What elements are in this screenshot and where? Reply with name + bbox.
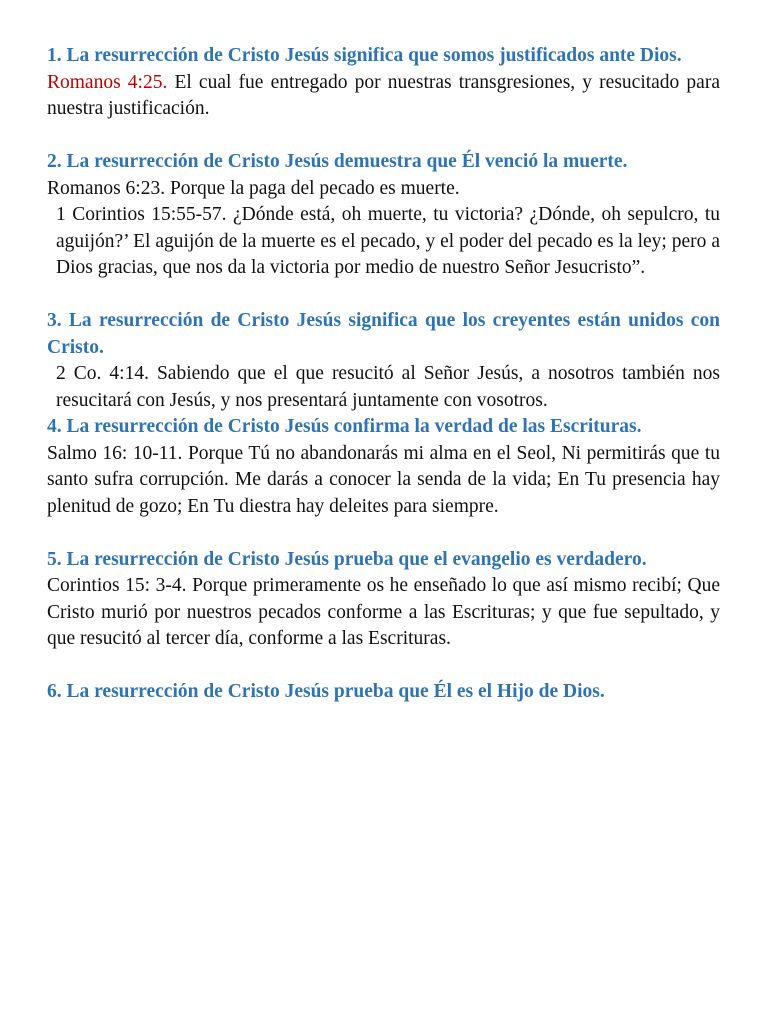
section-2-verse-1: Romanos 6:23. Porque la paga del pecado es muerte.: [47, 177, 460, 199]
document-page: [47, 43, 720, 706]
section-5-heading: 5. La resurrección de Cristo Jesús prueba que el evangelio es verdadero.: [47, 548, 647, 570]
section-4-verse: Salmo 16: 10-11. Porque Tú no abandonarás mi alma en el Seol, Ni permitirás que tu santo sufra corrupción. Me darás a conocer la senda de la vida; En Tu presencia hay plenitud de gozo; En Tu diestra hay deleites para siempre.: [47, 442, 720, 517]
section-spacer: [47, 282, 720, 309]
section-2-heading: 2. La resurrección de Cristo Jesús demuestra que Él venció la muerte.: [47, 151, 628, 172]
section-2-verse-2: 1 Corintios 15:55-57. ¿Dónde está, oh muerte, tu victoria? ¿Dónde, oh sepulcro, tu aguijón?’ El aguijón de la muerte es el pecado, y el poder del pecado es la ley; pero a Dios gracias, que nos da la victoria por medio de nuestro Señor Jesucristo”.: [56, 204, 720, 278]
section-spacer: [47, 520, 720, 547]
section-3-verse: 2 Co. 4:14. Sabiendo que el que resucitó al Señor Jesús, a nosotros también nos resucitará con Jesús, y nos presentará juntamente con vosotros.: [56, 363, 720, 411]
section-6-heading: 6. La resurrección de Cristo Jesús prueba que Él es el Hijo de Dios.: [47, 681, 605, 702]
section-1-verse: [47, 70, 720, 123]
section-1-verse-text: El cual fue entregado por nuestras transgresiones, y resucitado para nuestra justificación.: [47, 71, 720, 119]
section-1-verse-reference: Romanos 4:25.: [47, 71, 168, 93]
section-spacer: [47, 123, 720, 150]
section-4-heading: 4. La resurrección de Cristo Jesús confirma la verdad de las Escrituras.: [47, 416, 642, 437]
section-spacer: [47, 653, 720, 680]
section-3-heading: 3. La resurrección de Cristo Jesús significa que los creyentes están unidos con Cristo.: [47, 310, 720, 358]
section-1-heading: 1. La resurrección de Cristo Jesús significa que somos justificados ante Dios.: [47, 45, 682, 66]
section-5-verse: Corintios 15: 3-4. Porque primeramente os he enseñado lo que así mismo recibí; Que Cristo murió por nuestros pecados conforme a las Escrituras; y que fue sepultado, y que resucitó al tercer día, conforme a las Escrituras.: [47, 575, 720, 649]
